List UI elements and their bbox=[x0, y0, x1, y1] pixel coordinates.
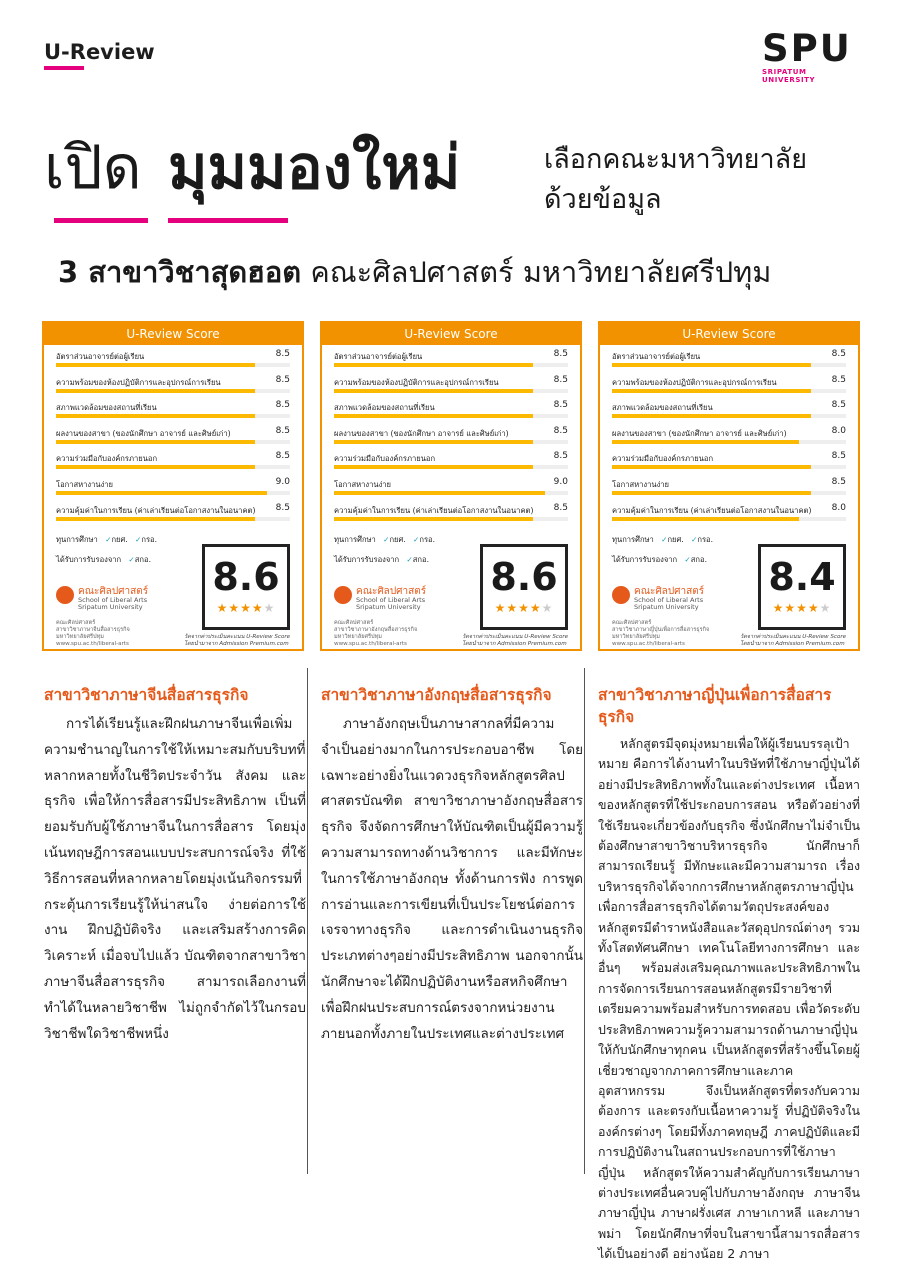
note-line: โดยนำมาจาก Admission Premium.com bbox=[184, 640, 289, 647]
info-line: สาขาวิชาภาษาอังกฤษสื่อสารธุรกิจ bbox=[334, 627, 418, 634]
metric-bar bbox=[334, 363, 533, 367]
brand-label: U-Review bbox=[44, 40, 155, 64]
metric-track bbox=[334, 414, 568, 418]
metric-row bbox=[600, 396, 858, 422]
metric-row bbox=[322, 473, 580, 499]
info-line: สาขาวิชาภาษาจีนสื่อสารธุรกิจ bbox=[56, 627, 130, 634]
faculty-en-1: School of Liberal Arts bbox=[78, 596, 148, 605]
metric-track bbox=[612, 363, 846, 367]
metric-label: อัตราส่วนอาจารย์ต่อผู้เรียน bbox=[56, 352, 145, 361]
headline bbox=[44, 126, 864, 236]
info-line: มหาวิทยาลัยศรีปทุม bbox=[612, 634, 660, 641]
cert-row bbox=[612, 554, 707, 566]
metric-value: 8.5 bbox=[831, 349, 846, 359]
metric-track bbox=[334, 517, 568, 521]
metric-row bbox=[600, 447, 858, 473]
check-icon: ✓ bbox=[406, 555, 413, 565]
headline-side-1: เลือกคณะมหาวิทยาลัย bbox=[544, 144, 808, 175]
metric-value: 8.5 bbox=[553, 502, 568, 513]
note-line: โดยนำมาจาก Admission Premium.com bbox=[462, 640, 567, 647]
info-line: www.spu.ac.th/liberal-arts bbox=[56, 641, 129, 648]
check-icon: ✓ bbox=[661, 535, 668, 545]
metric-label: โอกาสหางานง่าย bbox=[612, 479, 669, 489]
score-note bbox=[184, 634, 292, 647]
cert-row bbox=[334, 554, 429, 566]
faculty-logo-icon bbox=[612, 586, 630, 604]
metric-row bbox=[600, 371, 858, 397]
metric-bar bbox=[612, 389, 811, 393]
fund-label: ทุนการศึกษา bbox=[612, 535, 654, 545]
faculty-en-2: Sripatum University bbox=[356, 603, 421, 612]
stars-empty-icon: ★ bbox=[263, 601, 276, 616]
metric-row bbox=[44, 447, 302, 473]
article-column-japanese bbox=[598, 684, 860, 1265]
score-note bbox=[740, 634, 848, 647]
overall-score-box bbox=[480, 544, 568, 630]
metric-value: 8.5 bbox=[275, 425, 290, 436]
metric-row bbox=[44, 345, 302, 371]
metric-label: ความร่วมมือกับองค์กรภายนอก bbox=[334, 454, 436, 464]
metric-row bbox=[44, 499, 302, 525]
metric-row bbox=[600, 422, 858, 448]
metric-value: 8.5 bbox=[831, 374, 846, 385]
metric-value: 8.5 bbox=[831, 400, 846, 411]
metric-track bbox=[612, 517, 846, 521]
note-line: วัดจากค่าประเมินคะแนน U-Review Score bbox=[184, 634, 291, 641]
faculty-info bbox=[334, 620, 417, 648]
metric-row bbox=[322, 499, 580, 525]
metric-track bbox=[612, 414, 846, 418]
article-body: หลักสูตรมีจุดมุ่งหมายเพื่อให้ผู้เรียนบรรลุเป้าหมาย คือการได้งานทำในบริษัทที่ใช้ภาษาญี่ปุ่นได้อย่างมีประสิทธิภาพทั้งในและต่างประเทศ เนื้อหาของหลักสูตรที่ใช้ประกอบการสอน หรือตัวอย่างที่ใช้เรียนจะเกี่ยวข้องกับธุรกิจ ซึ่งนักศึกษาไม่จำเป็นต้องศึกษาสาขาวิชาบริหารธุรกิจ นักศึกษาก็สามารถเรียนรู้ มีทักษะและมีความสามารถ เรื่องบริหารธุรกิจได้จากการศึกษาหลักสูตรภาษาญี่ปุ่นเพื่อการสื่อสารธุรกิจได้ตามวัตถุประสงค์ของหลักสูตรมีตำราหนังสือและวัสดุอุปกรณ์ต่างๆ รวมทั้งโสตทัศนศึกษา เทคโนโลยีทางการศึกษา และอื่นๆ พร้อมส่งเสริมคุณภาพและประสิทธิภาพในการจัดการเรียนการสอนหลักสูตรมีรายวิชาที่เตรียมความพร้อมสำหรับการทดสอบ เพื่อวัดระดับประสิทธิภาพความรู้ความสามารถด้านภาษาญี่ปุ่นให้กับนักศึกษาทุกคน เป็นหลักสูตรที่สร้างขึ้นโดยผู้เชี่ยวชาญจากภาคการศึกษาและภาคอุตสาหกรรม จึงเป็นหลักสูตรที่ตรงกับความต้องการ และตรงกับเนื้อหาความรู้ ที่ปฏิบัติจริงในองค์กรต่างๆ โดยมีทั้งภาคทฤษฎี ภาคปฏิบัติและมีการปฏิบัติงานในสถานประกอบการที่ใช้ภาษาญี่ปุ่น หลักสูตรให้ความสำคัญกับการเรียนภาษาต่างประเทศอื่นควบคู่ไปกับภาษาอังกฤษ ภาษาจีนภาษาญี่ปุ่น ภาษาฝรั่งเศส ภาษาเกาหลี และภาษาพม่า โดยนักศึกษาที่จบในสาขานี้สามารถสื่อสารได้เป็นอย่างดี อย่างน้อย 2 ภาษา bbox=[598, 736, 860, 1262]
cert-a: สกอ. bbox=[690, 555, 707, 565]
metric-value: 8.5 bbox=[831, 476, 846, 487]
headline-light: เปิด bbox=[44, 133, 142, 203]
card-title: U-Review Score bbox=[322, 323, 580, 345]
metric-bar bbox=[56, 465, 255, 469]
overall-score-box bbox=[202, 544, 290, 630]
cert-label: ได้รับการรับรองจาก bbox=[612, 555, 678, 565]
article-title: สาขาวิชาภาษาญี่ปุ่นเพื่อการสื่อสารธุรกิจ bbox=[598, 686, 832, 726]
metric-label: ความคุ้มค่าในการเรียน (ค่าเล่าเรียนต่อโอกาสงานในอนาคต) bbox=[612, 505, 812, 515]
faculty-name-en bbox=[78, 597, 147, 611]
metric-track bbox=[56, 465, 290, 469]
fund-row bbox=[612, 534, 713, 546]
score-card bbox=[320, 321, 582, 651]
metric-label: สภาพแวดล้อมของสถานที่เรียน bbox=[612, 403, 713, 413]
faculty-name-th: คณะศิลปศาสตร์ bbox=[634, 586, 705, 598]
metric-label: ความร่วมมือกับองค์กรภายนอก bbox=[56, 454, 158, 464]
metric-label: สภาพแวดล้อมของสถานที่เรียน bbox=[334, 403, 435, 413]
metric-label: ความพร้อมของห้องปฏิบัติการและอุปกรณ์การเรียน bbox=[612, 377, 777, 387]
cert-a: สกอ. bbox=[134, 555, 151, 565]
metric-track bbox=[56, 517, 290, 521]
metric-track bbox=[612, 491, 846, 495]
metric-bar bbox=[612, 440, 799, 444]
faculty-name-th: คณะศิลปศาสตร์ bbox=[356, 586, 427, 598]
metric-row bbox=[600, 473, 858, 499]
info-line: มหาวิทยาลัยศรีปทุม bbox=[334, 634, 382, 641]
fund-a: กยศ. bbox=[389, 535, 406, 545]
headline-bold: มุมมองใหม่ bbox=[168, 133, 461, 203]
metric-value: 8.5 bbox=[553, 451, 568, 462]
stars-filled-icon: ★★★★ bbox=[216, 601, 264, 616]
logo-mark: SPU bbox=[762, 27, 852, 70]
metric-label: ผลงานของสาขา (ของนักศึกษา อาจารย์ และศิษย์เก่า) bbox=[56, 428, 231, 438]
metric-track bbox=[334, 491, 568, 495]
metric-row bbox=[600, 499, 858, 525]
card-title: U-Review Score bbox=[600, 323, 858, 345]
headline-underline-1 bbox=[54, 218, 148, 223]
logo-sub-1: SRIPATUM bbox=[762, 68, 807, 76]
metric-bar bbox=[334, 414, 533, 418]
metric-bar bbox=[56, 491, 267, 495]
info-line: สาขาวิชาภาษาญี่ปุ่นเพื่อการสื่อสารธุรกิจ bbox=[612, 627, 710, 634]
spu-logo bbox=[762, 27, 854, 84]
metric-row bbox=[322, 447, 580, 473]
metric-label: ความร่วมมือกับองค์กรภายนอก bbox=[612, 454, 714, 464]
metric-value: 8.5 bbox=[275, 400, 290, 411]
faculty-logo-icon bbox=[56, 586, 74, 604]
check-icon: ✓ bbox=[691, 535, 698, 545]
headline-side-2: ด้วยข้อมูล bbox=[544, 184, 662, 215]
metric-row bbox=[322, 345, 580, 371]
metric-value: 8.5 bbox=[553, 425, 568, 436]
metric-track bbox=[56, 414, 290, 418]
fund-b: กรอ. bbox=[697, 535, 714, 545]
logo-sub-2: UNIVERSITY bbox=[762, 76, 816, 84]
metric-bar bbox=[56, 517, 255, 521]
article-title: สาขาวิชาภาษาจีนสื่อสารธุรกิจ bbox=[44, 686, 249, 704]
metric-label: สภาพแวดล้อมของสถานที่เรียน bbox=[56, 403, 157, 413]
metric-value: 8.5 bbox=[831, 451, 846, 462]
fund-row bbox=[56, 534, 157, 546]
fund-b: กรอ. bbox=[419, 535, 436, 545]
note-line: วัดจากค่าประเมินคะแนน U-Review Score bbox=[462, 634, 569, 641]
metric-row bbox=[44, 422, 302, 448]
cert-label: ได้รับการรับรองจาก bbox=[56, 555, 122, 565]
metric-value: 8.0 bbox=[831, 425, 846, 436]
metric-track bbox=[334, 389, 568, 393]
metric-track bbox=[56, 389, 290, 393]
faculty-en-2: Sripatum University bbox=[78, 603, 143, 612]
fund-a: กยศ. bbox=[111, 535, 128, 545]
info-line: คณะศิลปศาสตร์ bbox=[612, 620, 652, 627]
article-title: สาขาวิชาภาษาอังกฤษสื่อสารธุรกิจ bbox=[321, 686, 552, 704]
metric-value: 8.5 bbox=[553, 374, 568, 385]
metric-label: ความพร้อมของห้องปฏิบัติการและอุปกรณ์การเรียน bbox=[56, 377, 221, 387]
metric-value: 9.0 bbox=[553, 476, 568, 487]
subheadline-rest: คณะศิลปศาสตร์ มหาวิทยาลัยศรีปทุม bbox=[301, 255, 772, 289]
metric-label: อัตราส่วนอาจารย์ต่อผู้เรียน bbox=[612, 352, 701, 361]
metric-value: 8.5 bbox=[275, 451, 290, 462]
metric-track bbox=[612, 440, 846, 444]
stars-filled-icon: ★★★★ bbox=[494, 601, 542, 616]
overall-score: 8.6 bbox=[212, 555, 280, 600]
article-column-english bbox=[321, 684, 583, 1047]
star-rating bbox=[205, 601, 287, 615]
faculty-name-en bbox=[634, 597, 703, 611]
metric-track bbox=[612, 465, 846, 469]
headline-underline-2 bbox=[168, 218, 288, 223]
metric-track bbox=[334, 440, 568, 444]
info-line: คณะศิลปศาสตร์ bbox=[334, 620, 374, 627]
score-card bbox=[42, 321, 304, 651]
info-line: www.spu.ac.th/liberal-arts bbox=[612, 641, 685, 648]
metric-bar bbox=[612, 465, 811, 469]
faculty-logo-icon bbox=[334, 586, 352, 604]
metric-value: 8.5 bbox=[275, 374, 290, 385]
faculty-en-2: Sripatum University bbox=[634, 603, 699, 612]
metric-bar bbox=[334, 491, 545, 495]
metric-track bbox=[56, 491, 290, 495]
metric-value: 8.5 bbox=[553, 400, 568, 411]
faculty-info bbox=[56, 620, 130, 648]
faculty-en-1: School of Liberal Arts bbox=[356, 596, 426, 605]
metric-value: 8.5 bbox=[275, 502, 290, 513]
star-rating bbox=[761, 601, 843, 615]
score-note bbox=[462, 634, 570, 647]
metric-row bbox=[322, 371, 580, 397]
note-line: วัดจากค่าประเมินคะแนน U-Review Score bbox=[740, 634, 847, 641]
stars-empty-icon: ★ bbox=[541, 601, 554, 616]
info-line: www.spu.ac.th/liberal-arts bbox=[334, 641, 407, 648]
metric-bar bbox=[334, 465, 533, 469]
metric-track bbox=[612, 389, 846, 393]
metric-label: โอกาสหางานง่าย bbox=[334, 479, 391, 489]
metric-label: ผลงานของสาขา (ของนักศึกษา อาจารย์ และศิษย์เก่า) bbox=[334, 428, 509, 438]
fund-label: ทุนการศึกษา bbox=[56, 535, 98, 545]
fund-row bbox=[334, 534, 435, 546]
metric-bar bbox=[56, 363, 255, 367]
metric-value: 8.5 bbox=[553, 349, 568, 359]
overall-score-box bbox=[758, 544, 846, 630]
cert-label: ได้รับการรับรองจาก bbox=[334, 555, 400, 565]
check-icon: ✓ bbox=[413, 535, 420, 545]
info-line: มหาวิทยาลัยศรีปทุม bbox=[56, 634, 104, 641]
card-footer bbox=[600, 524, 858, 650]
metric-bar bbox=[334, 389, 533, 393]
card-footer bbox=[44, 524, 302, 650]
metric-value: 8.0 bbox=[831, 502, 846, 513]
metric-row bbox=[44, 473, 302, 499]
metric-row bbox=[322, 422, 580, 448]
check-icon: ✓ bbox=[105, 535, 112, 545]
overall-score: 8.6 bbox=[490, 555, 558, 600]
column-divider bbox=[307, 668, 308, 1174]
metric-row bbox=[44, 371, 302, 397]
metric-track bbox=[334, 363, 568, 367]
check-icon: ✓ bbox=[684, 555, 691, 565]
metric-row bbox=[44, 396, 302, 422]
article-body: การได้เรียนรู้และฝึกฝนภาษาจีนเพื่อเพิ่มความชำนาญในการใช้ให้เหมาะสมกับบริบทที่หลากหลายทั้งในชีวิตประจำวัน สังคม และธุรกิจ เพื่อให้การสื่อสารมีประสิทธิภาพ เป็นที่ยอมรับกับผู้ใช้ภาษาจีนในการสื่อสาร โดยมุ่งเน้นทฤษฎีการสอนแบบประสบการณ์จริง ที่ใช้วิธีการสอนที่หลากหลายโดยมุ่งเน้นกิจกรรมที่กระตุ้นการเรียนรู้ให้น่าสนใจ ง่ายต่อการใช้งาน ฝึกปฏิบัติจริง และเสริมสร้างการคิดวิเคราะห์ เมื่อจบไปแล้ว บัณฑิตจากสาขาวิชาภาษาจีนสื่อสารธุรกิจ สามารถเลือกงานที่ทำได้ในหลายวิชาชีพ ไม่ถูกจำกัดไว้ในกรอบวิชาชีพใดวิชาชีพหนึ่ง bbox=[44, 716, 306, 1042]
metric-track bbox=[56, 363, 290, 367]
metric-bar bbox=[612, 414, 811, 418]
note-line: โดยนำมาจาก Admission Premium.com bbox=[740, 640, 845, 647]
fund-a: กยศ. bbox=[667, 535, 684, 545]
article-body: ภาษาอังกฤษเป็นภาษาสากลที่มีความจำเป็นอย่างมากในการประกอบอาชีพ โดยเฉพาะอย่างยิ่งในแวดวงธุรกิจหลักสูตรศิลปศาสตรบัณฑิต สาขาวิชาภาษาอังกฤษสื่อสารธุรกิจ จึงจัดการศึกษาให้บัณฑิตเป็นผู้มีความรู้ความสามารถทางด้านวิชาการ และมีทักษะในการใช้ภาษาอังกฤษ ทั้งด้านการฟัง การพูด การอ่านและการเขียนที่เป็นประโยชน์ต่อการเจรจาทางธุรกิจ และการดำเนินงานธุรกิจประเภทต่างๆอย่างมีประสิทธิภาพ นอกจากนั้นนักศึกษาจะได้ฝึกปฏิบัติงานหรือสหกิจศึกษา เพื่อฝึกฝนประสบการณ์ตรงจากหน่วยงานภายนอกทั้งภายในประเทศและต่างประเทศ bbox=[321, 716, 583, 1042]
subheadline-bold: 3 สาขาวิชาสุดฮอต bbox=[58, 255, 302, 289]
metric-track bbox=[56, 440, 290, 444]
faculty-info bbox=[612, 620, 709, 648]
stars-empty-icon: ★ bbox=[819, 601, 832, 616]
check-icon: ✓ bbox=[135, 535, 142, 545]
metric-bar bbox=[334, 517, 533, 521]
subheadline bbox=[58, 250, 771, 294]
check-icon: ✓ bbox=[128, 555, 135, 565]
score-card bbox=[598, 321, 860, 651]
brand-underline bbox=[44, 66, 84, 70]
metric-label: ความคุ้มค่าในการเรียน (ค่าเล่าเรียนต่อโอกาสงานในอนาคต) bbox=[334, 505, 534, 515]
metric-bar bbox=[56, 389, 255, 393]
metric-bar bbox=[612, 517, 799, 521]
star-rating bbox=[483, 601, 565, 615]
metric-value: 9.0 bbox=[275, 476, 290, 487]
overall-score: 8.4 bbox=[768, 555, 836, 600]
metric-bar bbox=[612, 363, 811, 367]
card-title: U-Review Score bbox=[44, 323, 302, 345]
article-column-chinese bbox=[44, 684, 306, 1047]
faculty-en-1: School of Liberal Arts bbox=[634, 596, 704, 605]
metric-label: ผลงานของสาขา (ของนักศึกษา อาจารย์ และศิษย์เก่า) bbox=[612, 428, 787, 438]
fund-label: ทุนการศึกษา bbox=[334, 535, 376, 545]
metric-bar bbox=[56, 414, 255, 418]
cert-row bbox=[56, 554, 151, 566]
info-line: คณะศิลปศาสตร์ bbox=[56, 620, 96, 627]
metric-label: อัตราส่วนอาจารย์ต่อผู้เรียน bbox=[334, 352, 423, 361]
metric-row bbox=[322, 396, 580, 422]
faculty-name-en bbox=[356, 597, 425, 611]
fund-b: กรอ. bbox=[141, 535, 158, 545]
metric-row bbox=[600, 345, 858, 371]
metric-bar bbox=[334, 440, 533, 444]
metric-track bbox=[334, 465, 568, 469]
metric-label: ความคุ้มค่าในการเรียน (ค่าเล่าเรียนต่อโอกาสงานในอนาคต) bbox=[56, 505, 256, 515]
metric-value: 8.5 bbox=[275, 349, 290, 359]
metric-label: โอกาสหางานง่าย bbox=[56, 479, 113, 489]
metric-label: ความพร้อมของห้องปฏิบัติการและอุปกรณ์การเรียน bbox=[334, 377, 499, 387]
faculty-name-th: คณะศิลปศาสตร์ bbox=[78, 586, 149, 598]
stars-filled-icon: ★★★★ bbox=[772, 601, 820, 616]
card-footer bbox=[322, 524, 580, 650]
metric-bar bbox=[56, 440, 255, 444]
check-icon: ✓ bbox=[383, 535, 390, 545]
column-divider bbox=[584, 668, 585, 1174]
metric-bar bbox=[612, 491, 811, 495]
cert-a: สกอ. bbox=[412, 555, 429, 565]
